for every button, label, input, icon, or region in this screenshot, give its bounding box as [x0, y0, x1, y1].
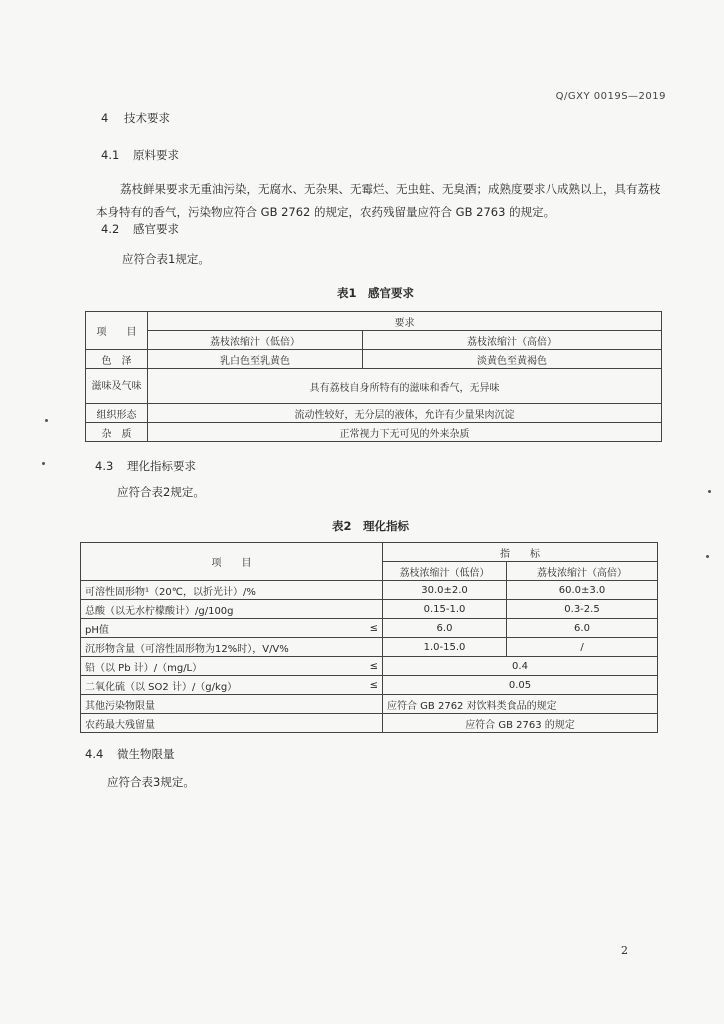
section-title: 微生物限量: [116, 747, 175, 761]
table1-sub-low: 荔枝浓缩汁（低倍）: [148, 331, 363, 350]
table-cell: 应符合 GB 2763 的规定: [383, 714, 658, 733]
table-row: [86, 369, 662, 404]
section-title: 理化指标要求: [126, 459, 196, 473]
table2-caption: 表2 理化指标: [332, 519, 410, 533]
table-cell: 0.05: [383, 676, 658, 695]
section-4-3-paragraph: 应符合表2规定。: [117, 485, 205, 499]
table-row: [81, 657, 658, 676]
table-row: [81, 581, 658, 600]
table-cell: /: [507, 638, 658, 657]
table2-sub-low: 荔枝浓缩汁（低倍）: [383, 562, 507, 581]
table-cell: 应符合 GB 2762 对饮料类食品的规定: [383, 695, 658, 714]
table-cell: ≤: [336, 619, 383, 638]
table-cell: 其他污染物限量: [81, 695, 383, 714]
table-cell: 杂 质: [86, 423, 148, 442]
section-4-heading: [101, 110, 170, 126]
section-4-1-paragraph: 荔枝鲜果要求无重油污染，无腐水、无杂果、无霉烂、无虫蛀、无臭酒；成熟度要求八成熟以上，具有荔枝本身特有的香气，污染物应符合 GB 2762 的规定，农药残留量应符合 GB 2763 的规定。: [96, 182, 661, 219]
table-row: [81, 600, 658, 619]
table-cell: 流动性较好，无分层的液体，允许有少量果肉沉淀: [148, 404, 662, 423]
scan-speck: [45, 419, 48, 422]
section-title: 原料要求: [132, 148, 179, 162]
table-cell: 农药最大残留量: [81, 714, 383, 733]
table2: [80, 542, 658, 733]
table-cell: 淡黄色至黄褐色: [363, 350, 662, 369]
table-row: [81, 619, 658, 638]
table1-caption: 表1 感官要求: [337, 286, 415, 300]
table-cell: 组织形态: [86, 404, 148, 423]
table-cell: 乳白色至乳黄色: [148, 350, 363, 369]
table-row: [81, 714, 658, 733]
section-number: 4: [101, 111, 109, 125]
table-cell: 30.0±2.0: [383, 581, 507, 600]
table1-head-requirement: 要求: [148, 312, 662, 331]
table-cell: pH值: [81, 619, 336, 638]
table-cell: 0.4: [383, 657, 658, 676]
table-cell: 6.0: [383, 619, 507, 638]
table-row: [81, 676, 658, 695]
table-row: [81, 638, 658, 657]
section-4-2-paragraph: 应符合表1规定。: [122, 252, 210, 266]
table-cell: 正常视力下无可见的外来杂质: [148, 423, 662, 442]
table2-sub-high: 荔枝浓缩汁（高倍）: [507, 562, 658, 581]
section-4-1-heading: [101, 147, 179, 163]
table1-sub-high: 荔枝浓缩汁（高倍）: [363, 331, 662, 350]
table1-head-item: 项 目: [86, 312, 148, 350]
table2-head-index: 指 标: [383, 543, 658, 562]
document-code: Q/GXY 0019S—2019: [555, 91, 666, 102]
table-cell: ≤: [336, 657, 383, 676]
table-row: [81, 695, 658, 714]
table-cell: 总酸（以无水柠檬酸计）/g/100g: [81, 600, 383, 619]
scan-speck: [706, 555, 709, 558]
table-cell: 滋味及气味: [86, 369, 148, 404]
section-4-3-heading: [95, 458, 196, 474]
table-row: [86, 350, 662, 369]
table-cell: 铅（以 Pb 计）/（mg/L）: [81, 657, 336, 676]
table-cell: 0.15-1.0: [383, 600, 507, 619]
section-title: 感官要求: [132, 222, 179, 236]
page-number: 2: [621, 944, 628, 957]
table-cell: 可溶性固形物¹（20℃，以折光计）/%: [81, 581, 383, 600]
section-number: 4.2: [101, 222, 120, 236]
scan-speck: [42, 462, 45, 465]
table-cell: 沉形物含量（可溶性固形物为12%时），V/V%: [81, 638, 383, 657]
section-4-4-heading: [85, 746, 174, 762]
table-cell: 6.0: [507, 619, 658, 638]
table-cell: 色 泽: [86, 350, 148, 369]
table-cell: 具有荔枝自身所特有的滋味和香气，无异味: [148, 369, 662, 404]
table-cell: ≤: [336, 676, 383, 695]
section-title: 技术要求: [123, 111, 170, 125]
table-cell: 0.3-2.5: [507, 600, 658, 619]
table-cell: 60.0±3.0: [507, 581, 658, 600]
table-cell: 二氧化硫（以 SO2 计）/（g/kg）: [81, 676, 336, 695]
section-number: 4.4: [85, 747, 104, 761]
section-4-2-heading: [101, 221, 179, 237]
section-number: 4.3: [95, 459, 114, 473]
table-cell: 1.0-15.0: [383, 638, 507, 657]
table-row: [86, 404, 662, 423]
table1: [85, 311, 662, 442]
table-row: [86, 423, 662, 442]
section-number: 4.1: [101, 148, 120, 162]
scan-speck: [708, 490, 711, 493]
table2-head-item: 项 目: [81, 543, 383, 581]
section-4-4-paragraph: 应符合表3规定。: [107, 775, 195, 789]
